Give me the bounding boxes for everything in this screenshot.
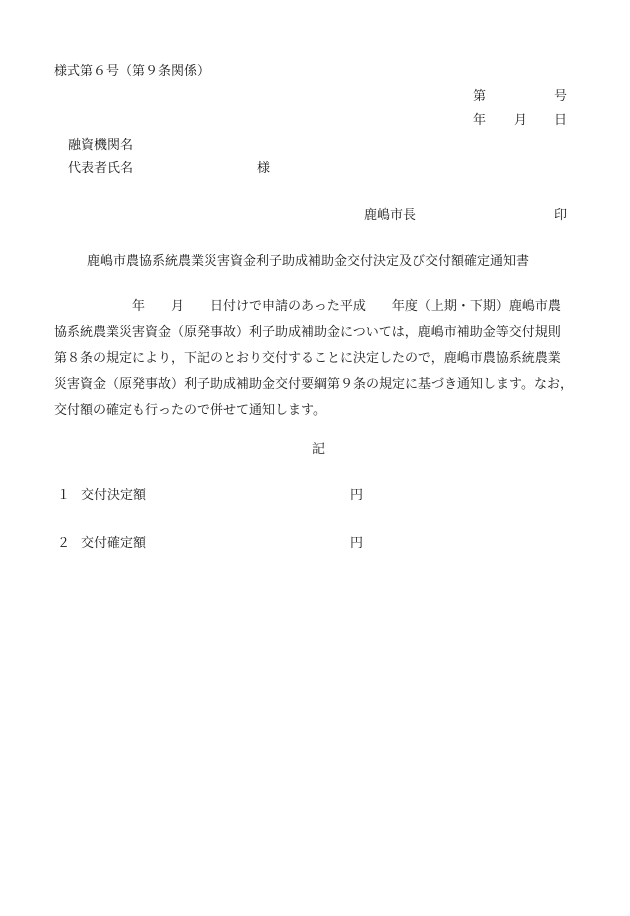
body-line: 年 月 日付けで申請のあった平成 年度（上期・下期）鹿嶋市農 <box>54 299 561 314</box>
form-label: 様式第６号（第９条関係） <box>54 64 211 79</box>
item-unit: 円 <box>350 536 364 551</box>
item-number: ２ <box>57 536 71 551</box>
body-paragraph <box>54 294 574 424</box>
honorific-sama: 様 <box>257 161 271 176</box>
body-line: 交付額の確定も行ったので併せて通知します。 <box>54 403 326 418</box>
item-label: 交付確定額 <box>81 536 147 551</box>
number-suffix: 号 <box>554 89 568 104</box>
institution-label: 融資機関名 <box>68 138 134 153</box>
issuer-mayor: 鹿嶋市長 <box>364 208 417 223</box>
date-month-label: 月 <box>514 113 528 128</box>
body-line: 協系統農業災害資金（原発事故）利子助成補助金については，鹿嶋市補助金等交付規則 <box>54 325 561 340</box>
date-day-label: 日 <box>554 113 568 128</box>
item-unit: 円 <box>350 488 364 503</box>
body-line: 第８条の規定により，下記のとおり交付することに決定したので，鹿嶋市農協系統農業 <box>54 351 561 366</box>
item-number: １ <box>57 488 71 503</box>
seal-mark: 印 <box>554 208 568 223</box>
body-line: 災害資金（原発事故）利子助成補助金交付要綱第９条の規定に基づき通知します。なお， <box>54 377 573 392</box>
number-prefix: 第 <box>473 89 487 104</box>
document-title: 鹿嶋市農協系統農業災害資金利子助成補助金交付決定及び交付額確定通知書 <box>87 254 530 269</box>
item-label: 交付決定額 <box>81 488 147 503</box>
date-year-label: 年 <box>473 113 487 128</box>
representative-label: 代表者氏名 <box>68 161 134 176</box>
ki-heading: 記 <box>312 442 326 457</box>
